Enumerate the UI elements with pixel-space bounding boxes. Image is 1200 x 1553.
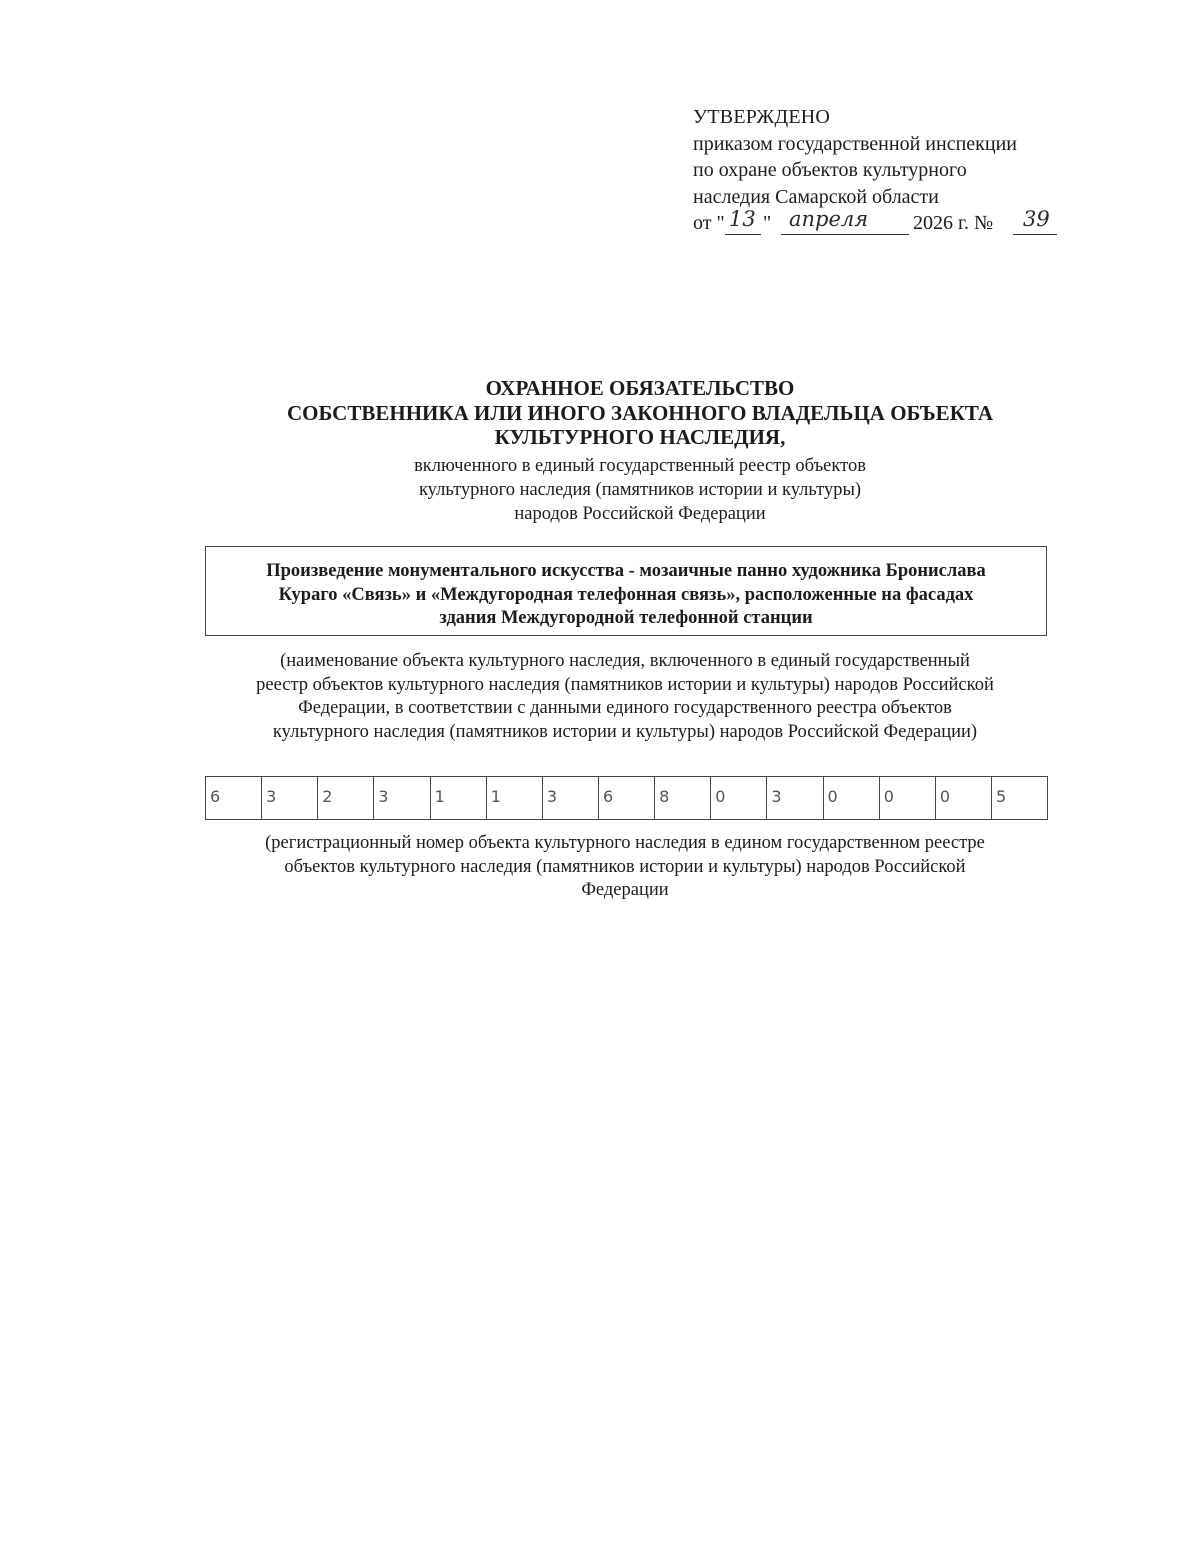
reg-digit-4: 3 xyxy=(374,777,430,819)
order-number-handwritten: 39 xyxy=(1023,207,1050,231)
reg-digit-7: 3 xyxy=(543,777,599,819)
reg-digit-1: 6 xyxy=(206,777,262,819)
approval-date-line xyxy=(693,207,1093,238)
approved-label: УТВЕРЖДЕНО xyxy=(693,106,831,128)
date-day-handwritten: 13 xyxy=(729,207,756,231)
date-quote-close: " xyxy=(763,212,772,234)
object-line-3: здания Междугородной телефонной станции xyxy=(439,608,813,628)
title-line-2: СОБСТВЕННИКА ИЛИ ИНОГО ЗАКОННОГО ВЛАДЕЛЬЦА ОБЪЕКТА xyxy=(286,400,994,425)
subtitle-line-2: культурного наследия (памятников истории и культуры) xyxy=(418,480,862,500)
reg-caption-line-3: Федерации xyxy=(581,880,669,900)
reg-digit-11: 3 xyxy=(767,777,823,819)
object-name xyxy=(206,560,1046,631)
reg-digit-2: 3 xyxy=(262,777,318,819)
object-caption-line-1: (наименование объекта культурного наследия, включенного в единый государственный xyxy=(280,651,970,671)
reg-digit-14: 0 xyxy=(936,777,992,819)
registration-number-table xyxy=(205,776,1048,820)
title-line-1: ОХРАННОЕ ОБЯЗАТЕЛЬСТВО xyxy=(485,376,795,400)
reg-digit-9: 8 xyxy=(655,777,711,819)
date-prefix: от " xyxy=(693,212,725,234)
object-caption-line-4: культурного наследия (памятников истории и культуры) народов Российской Федерации) xyxy=(272,721,978,742)
object-line-1: Произведение монументального искусства - мозаичные панно художника Бронислава xyxy=(266,561,986,581)
reg-digit-3: 2 xyxy=(318,777,374,819)
registration-number-caption xyxy=(195,832,1055,903)
reg-digit-15: 5 xyxy=(995,787,1007,806)
date-year: 2026 г. № xyxy=(913,212,994,234)
approval-line-2: по охране объектов культурного xyxy=(693,159,967,181)
reg-caption-line-1: (регистрационный номер объекта культурного наследия в едином государственном реестре xyxy=(265,833,985,853)
approval-line-1: приказом государственной инспекции xyxy=(693,132,1017,155)
month-underline xyxy=(781,234,909,235)
reg-digit-12: 0 xyxy=(824,777,880,819)
document-title xyxy=(200,376,1080,450)
reg-digit-5: 1 xyxy=(431,777,487,819)
subtitle-line-1: включенного в единый государственный реестр объектов xyxy=(414,456,866,476)
approval-line-3: наследия Самарской области xyxy=(693,185,939,208)
approval-block xyxy=(693,104,1093,238)
number-underline xyxy=(1013,234,1057,235)
day-underline xyxy=(725,234,761,235)
reg-digit-10: 0 xyxy=(711,777,767,819)
subtitle-line-3: народов Российской Федерации xyxy=(514,504,766,524)
title-line-3: КУЛЬТУРНОГО НАСЛЕДИЯ, xyxy=(494,425,786,449)
object-name-box xyxy=(205,546,1047,636)
document-subtitle xyxy=(200,454,1080,526)
reg-digit-6: 1 xyxy=(487,777,543,819)
object-line-2: Кураго «Связь» и «Междугородная телефонная связь», расположенные на фасадах xyxy=(278,584,974,605)
date-month-handwritten: апреля xyxy=(789,207,869,231)
reg-digit-13: 0 xyxy=(880,777,936,819)
reg-caption-line-2: объектов культурного наследия (памятников истории и культуры) народов Российской xyxy=(284,856,966,877)
object-name-caption xyxy=(195,650,1055,744)
reg-digit-8: 6 xyxy=(599,777,655,819)
object-caption-line-3: Федерации, в соответствии с данными единого государственного реестра объектов xyxy=(298,698,952,718)
object-caption-line-2: реестр объектов культурного наследия (памятников истории и культуры) народов Российской xyxy=(256,674,994,695)
